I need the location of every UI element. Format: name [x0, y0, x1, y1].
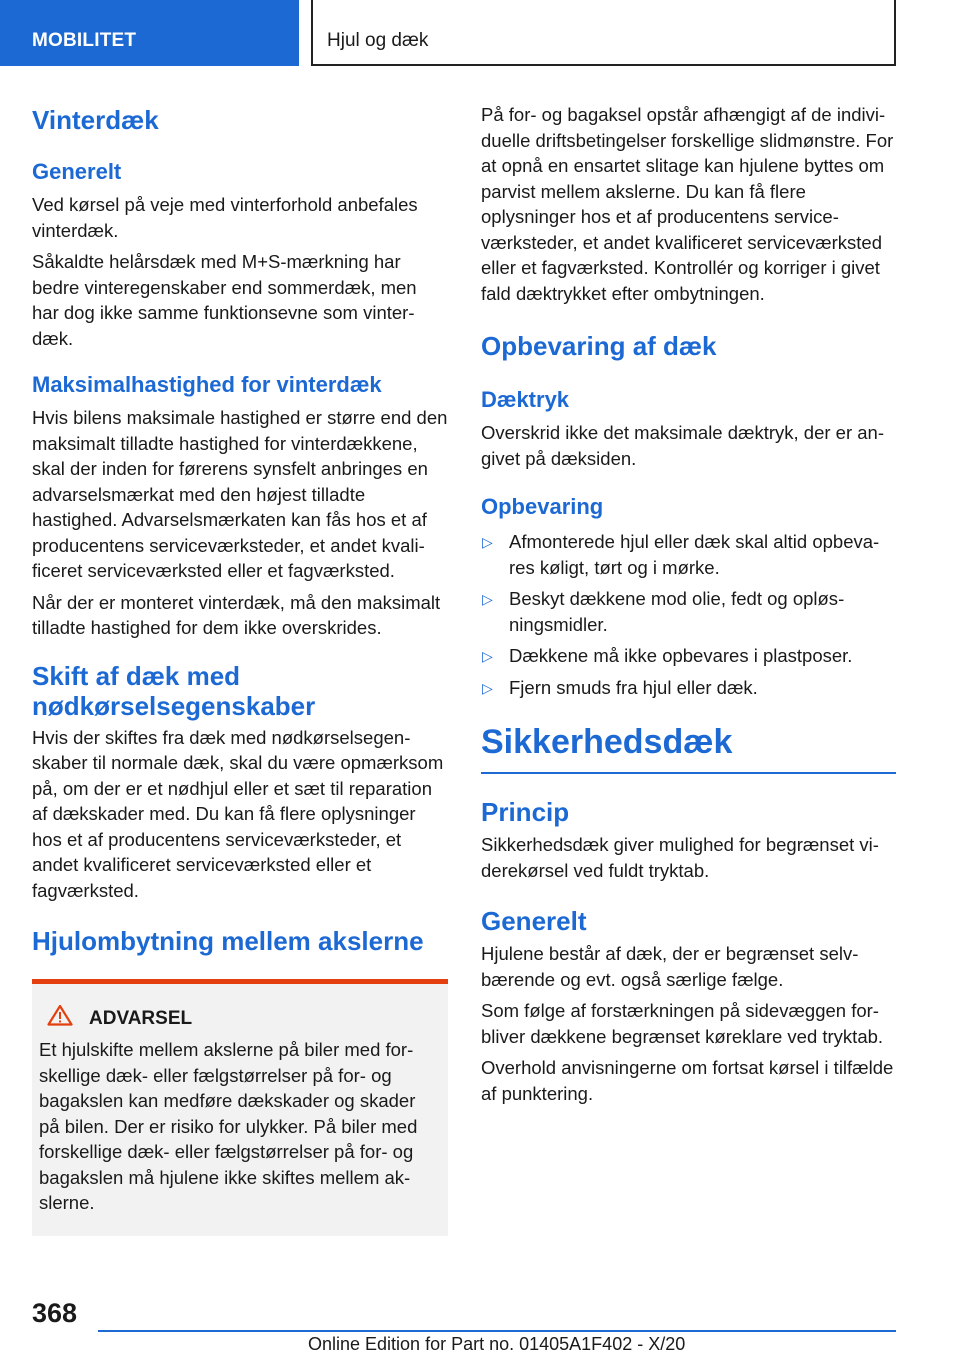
warning-box [32, 979, 448, 1236]
paragraph-princip: Sikkerhedsdæk giver mulighed for begrænset viderekørsel ved fuldt tryktab. [481, 834, 879, 881]
paragraph-maks-2: Når der er monteret vinterdæk, må den maksimalt tilladte hastighed for dem ikke overskrides. [32, 591, 441, 638]
heading-vinterdaek: Vinterdæk [32, 105, 159, 135]
warning-text: Et hjulskifte mellem akslerne på biler med forskellige dæk- eller fælgstørrelser på for- og bagakslen kan medføre dækskader og skader på bilen. Der er risiko for ulykker. På biler med forskellige dæk- eller fælgstørrelser på for- og bagakslen må hjulene ikke skiftes mellem akslerne. [39, 1039, 418, 1213]
heading-daektryk: Dæktryk [481, 387, 570, 412]
triangle-bullet-icon: ▷ [482, 679, 493, 696]
storage-list [481, 529, 896, 700]
warning-title: ADVARSEL [89, 1007, 193, 1029]
list-item: ▷ Afmonterede hjul eller dæk skal altid opbevares køligt, tørt og i mørke. [482, 531, 880, 578]
paragraph-maks-1: Hvis bilens maksimale hastighed er større end den maksimalt tilladte hastighed for vinterdækkene, skal der inden for førerens synsfelt anbringes en advarselsmærkat med den højest tilladte hastighed. Advarselsmærkaten kan fås hos et af producentens serviceværksteder, et andet kvalificeret serviceværksted eller et fagværksted. [32, 407, 448, 581]
left-column [32, 96, 448, 1236]
heading-hjulombytning: Hjulombytning mellem akslerne [32, 926, 424, 956]
section-label: MOBILITET [0, 0, 299, 66]
page-number: 368 [32, 1298, 78, 1328]
paragraph-generelt-r2: Som følge af forstærkningen på sidevæggen forbliver dækkene begrænset køreklare ved tryktab. [481, 1000, 884, 1047]
paragraph-generelt-1: Ved kørsel på veje med vinterforhold anbefales vinterdæk. [32, 194, 418, 241]
paragraph-intro: På for- og bagaksel opstår afhængigt af de individuelle driftsbetingelser forskellige slidmønstre. For at opnå en ensartet slitage kan hjulene byttes om parvist mellem akslerne. Du kan få flere oplysninger hos et af producentens serviceværksteder, et andet kvalificeret serviceværksted eller et fagværksted. Kontrollér og korriger i givet fald dæktrykket efter ombytningen. [481, 104, 894, 304]
warning-header [39, 1004, 440, 1033]
warning-triangle-icon [47, 1004, 89, 1033]
heading-opbevaring-af-daek: Opbevaring af dæk [481, 331, 717, 361]
list-item: ▷ Dækkene må ikke opbevares i plastposer. [481, 643, 896, 669]
heading-skift: Skift af dæk med nødkørselsegenskaber [32, 660, 316, 721]
heading-generelt: Generelt [32, 159, 122, 184]
right-column [481, 96, 896, 1106]
list-item: ▷ Beskyt dækkene mod olie, fedt og opløsningsmidler. [482, 588, 845, 635]
list-item: ▷ Fjern smuds fra hjul eller dæk. [481, 675, 896, 701]
footer-divider [98, 1330, 896, 1332]
paragraph-generelt-2: Såkaldte helårsdæk med M+S-mærkning har bedre vinteregenskaber end sommerdæk, men har dog ikke samme funktionsevne som vinterdæk. [32, 251, 417, 349]
heading-generelt-right: Generelt [481, 906, 587, 936]
chapter-title: Hjul og dæk [311, 0, 896, 66]
triangle-bullet-icon: ▷ [482, 534, 493, 550]
heading-maksimalhastighed: Maksimalhastighed for vinterdæk [32, 372, 382, 397]
heading-opbevaring: Opbevaring [481, 494, 604, 519]
heading-sikkerhedsdaek: Sikkerhedsdæk [481, 722, 896, 774]
paragraph-generelt-r1: Hjulene består af dæk, der er begrænset selvbærende og evt. også særlige fælge. [481, 943, 859, 990]
triangle-bullet-icon: ▷ [482, 648, 493, 664]
paragraph-generelt-r3: Overhold anvisningerne om fortsat kørsel i tilfælde af punktering. [481, 1057, 894, 1104]
triangle-bullet-icon: ▷ [482, 591, 493, 607]
page-header [0, 0, 960, 66]
footer-edition: Online Edition for Part no. 01405A1F402 - X/20 [308, 1334, 686, 1354]
paragraph-skift: Hvis der skiftes fra dæk med nødkørselsegenskaber til normale dæk, skal du være opmærksom på, om der er et nødhjul eller et sæt til reparation af dækskader med. Du kan få flere oplysninger hos et af producentens serviceværksteder, et andet kvalificeret serviceværksted eller et fagværksted. [32, 726, 444, 901]
heading-princip: Princip [481, 797, 570, 827]
paragraph-daektryk: Overskrid ikke det maksimale dæktryk, der er angivet på dæksiden. [481, 422, 885, 469]
